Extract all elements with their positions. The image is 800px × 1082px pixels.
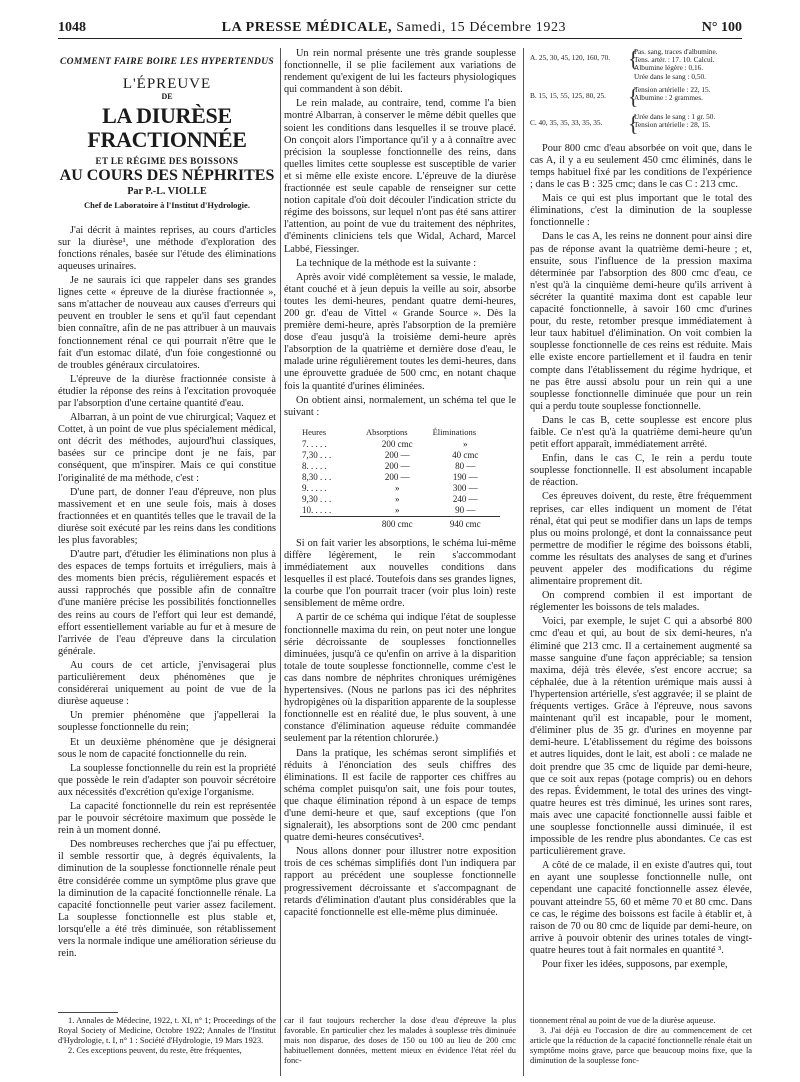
brace-icon: { bbox=[628, 83, 639, 109]
paragraph: Et un deuxième phénomène que je désignerai sous le nom de capacité fonctionnelle du rein. bbox=[58, 736, 276, 760]
table-cell: 80 — bbox=[455, 460, 476, 471]
paragraph: Mais ce qui est plus important que le total des éliminations, c'est la diminution de la souplesse fonctionnelle : bbox=[530, 193, 752, 229]
table-cell: 7. . . . . bbox=[302, 438, 327, 449]
case-note: Albumine légère : 0,16. bbox=[634, 63, 704, 73]
case-values: C. 40, 35, 35, 33, 35, 35. bbox=[530, 117, 603, 127]
case-note: Pas. sang, traces d'albumine. bbox=[634, 48, 718, 56]
column-rule bbox=[523, 48, 524, 1076]
column-2 bbox=[284, 48, 516, 1010]
case-block bbox=[530, 110, 752, 136]
paragraph: Pour 800 cmc d'eau absorbée on voit que, dans le cas A, il y a eu seulement 450 cmc éliminés, dans le temps habituel fixé par les conditions de l'expérience ; dans le cas B : 325 cmc; dans le cas C : 213 cmc. bbox=[530, 142, 752, 191]
table-total: 800 cmc bbox=[364, 516, 431, 530]
page-number: 1048 bbox=[58, 20, 86, 35]
paragraph: Au cours de cet article, j'envisagerai plus particulièrement deux phénomènes que je considérerai uniquement au point de vue de la diurèse aqueuse : bbox=[58, 659, 276, 708]
masthead bbox=[222, 20, 567, 36]
footnote-rule bbox=[58, 1012, 118, 1013]
paragraph: Un rein normal présente une très grande souplesse fonctionnelle, il se plie facilement aux variations de rendement qu'exigent de lui les facteurs physiologiques qui commandent à son débit. bbox=[284, 48, 516, 96]
table-cell: 200 — bbox=[384, 449, 410, 460]
issue-number: N° 100 bbox=[701, 20, 742, 35]
table-row bbox=[300, 472, 500, 483]
table-cell bbox=[300, 516, 364, 530]
paragraph: D'une part, de donner l'eau d'épreuve, non plus massivement et en une seule fois, mais à doses fractionnées et en quantités telles que le travail de la diurèse soit exécuté par les reins dans les conditions les plus favorables; bbox=[58, 486, 276, 546]
table-cell: » bbox=[463, 438, 468, 449]
brace-icon: { bbox=[628, 48, 639, 71]
table-cell: 9. . . . . bbox=[302, 482, 327, 493]
case-summary bbox=[530, 48, 752, 135]
table-cell: 190 — bbox=[452, 471, 478, 482]
case-values: A. 25, 30, 45, 120, 160, 70. bbox=[530, 53, 611, 62]
column-rule bbox=[280, 48, 281, 1076]
page-header bbox=[58, 14, 742, 39]
case-note: Tens. artér. : 17. 10. Calcul. bbox=[634, 55, 715, 65]
column-3 bbox=[530, 48, 752, 1010]
footnotes-col-3 bbox=[530, 1016, 752, 1066]
paragraph: La capacité fonctionnelle du rein est représentée par le pouvoir sécrétoire maximum que possède le rein à un moment donné. bbox=[58, 800, 276, 837]
absorption-table bbox=[300, 425, 500, 530]
paragraph: On comprend combien il est important de réglementer les boissons de tels malades. bbox=[530, 590, 752, 614]
table-total: 940 cmc bbox=[431, 516, 500, 530]
paragraph: A côté de ce malade, il en existe d'autres qui, tout en ayant une souplesse fonctionnelle nulle, ont cependant une capacité fonctionnelle assez élevée, pouvant atteindre 55, 60 et même 70 et 80 cmc. Dans ce cas, le régime des boissons est facile à établir et, à raison de 70 ou 80 cmc de liquide par demi-heure, on arrive à pouvoir obtenir des urines totales de vingt-quatre heures tout à fait normales en quantité ³. bbox=[530, 860, 752, 956]
paragraph: Après avoir vidé complètement sa vessie, le malade, étant couché et à jeun depuis la veille au soir, absorbe toutes les demi-heures, pendant quatre demi-heures, 200 gr. d'eau de Vittel « Grande Source ». Dès la première demi-heure, après l'absorption de la première dose d'eau jusqu'à la troisième demi-heure après l'absorption de la quatrième et dernière dose d'eau, le malade urine régulièrement toutes les demi-heures, dans une éprouvette graduée de 500 cmc, en notant chaque fois la quantité d'urines éliminées. bbox=[284, 271, 516, 392]
table-row bbox=[300, 494, 500, 505]
table-cell: » bbox=[395, 504, 400, 515]
article-subtitle: ET LE RÉGIME DES BOISSONS bbox=[95, 156, 239, 167]
table-cell: 8,30 . . . bbox=[302, 471, 332, 482]
table-cell: » bbox=[395, 493, 400, 504]
author-affiliation: Chef de Laboratoire à l'Institut d'Hydrologie. bbox=[84, 199, 250, 210]
paragraph: Albarran, à un point de vue chirurgical; Vaquez et Cottet, à un point de vue plus spécialement médical, ont décrit des méthodes, aujourd'hui classiques, basées sur ce principe dont je ne fais, par conséquent, que m'inspirer. Mais ce qui constitue l'originalité de ma méthode, c'est : bbox=[58, 412, 276, 484]
case-note: Tension artérielle : 28, 15. bbox=[634, 120, 711, 130]
paragraph: Je ne saurais ici que rappeler dans ses grandes lignes cette « épreuve de la diurèse fractionnée », sans m'attacher de nouveau aux causes d'erreurs qui peuvent en troubler le sens et qu'il faut cependant bien connaître, afin de ne pas attribuer à un mauvais fonctionnement rénal ce qui pourrait n'être que le fait d'un estomac dilaté, d'un foie congestionné ou de troubles généraux circulatoires. bbox=[58, 275, 276, 371]
paragraph: Dans le cas A, les reins ne donnent pour ainsi dire pas de réponse avant la quatrième demi-heure ; et, ensuite, sous l'influence de la pression maxima déterminée par l'absorption des 800 cmc d'eau, ce n'est qu'à la cinquième demi-heure qu'ils arrivent à sécréter la quantité maxima dont est capable leur capacité fonctionnelle, à savoir 160 cmc d'urines pour, du reste, retomber presque immédiatement à leur taux habituel d'élimination. On voit combien la souplesse fonctionnelle de ces reins est réduite. Mais elle existe encore partiellement et il faudra en tenir compte dans l'établissement du régime hydrique, et ne pas être aussi absolu pour un rein qui a une souplesse fonctionnelle diminuée que pour un rein qui a perdu toute souplesse fonctionnelle. bbox=[530, 231, 752, 412]
table-row bbox=[300, 461, 500, 472]
case-notes bbox=[634, 48, 752, 81]
paragraph: Enfin, dans le cas C, le rein a perdu toute souplesse fonctionnelle. Il est absolument incapable de réaction. bbox=[530, 453, 752, 489]
case-note: Urée dans le sang : 1 gr. 50. bbox=[634, 111, 716, 121]
table-row bbox=[300, 505, 500, 517]
table-cell: 40 cmc bbox=[452, 449, 479, 460]
table-total-row bbox=[300, 516, 500, 530]
journal-name: LA PRESSE MÉDICALE, bbox=[221, 20, 393, 35]
author-byline: Par P.-L. VIOLLE bbox=[127, 186, 207, 198]
paragraph: Dans la pratique, les schémas seront simplifiés et réduits à l'énonciation des seuls chiffres des éliminations. Il est facile de rapporter ces chiffres au schéma complet puisqu'on sait, une fois pour toutes, que chaque élimination répond à un espace de temps d'une demi-heure et que, sauf exceptions (que l'on signalerait), les absorptions sont de 200 cmc pendant quatre demi-heures consécutives². bbox=[284, 747, 516, 844]
case-block bbox=[530, 83, 752, 109]
section-title: COMMENT FAIRE BOIRE LES HYPERTENDUS bbox=[60, 57, 274, 67]
paragraph: L'épreuve de la diurèse fractionnée consiste à étudier la réponse des reins à l'excitation provoquée par l'absorption d'une certaine quantité d'eau. bbox=[58, 373, 276, 409]
case-note: Albumine : 2 grammes. bbox=[634, 93, 703, 103]
footnote: 3. J'ai déjà eu l'occasion de dire au commencement de cet article que la réduction de la capacité fonctionnelle rénale était un symptôme moins grave, parce que beaucoup moins fixe, que la diminution de la souplesse fonc- bbox=[530, 1026, 752, 1065]
case-note: Urée dans le sang : 0,50. bbox=[634, 71, 706, 81]
paragraph: D'autre part, d'étudier les éliminations non plus à des espaces de temps fortuits et irréguliers, mais à des moments bien précis, régulièrement espacés et aussi rapprochés que possible afin de connaître d'une manière précise les possibilités fonctionnelles des reins au cours de l'effort qui leur est demandé, effort essentiellement variable au fur et à mesure de l'arrivée de l'eau d'épreuve dans la circulation générale. bbox=[58, 549, 276, 657]
paragraph: On obtient ainsi, normalement, un schéma tel que le suivant : bbox=[284, 394, 516, 418]
table-cell: » bbox=[395, 482, 400, 493]
table-cell: 200 — bbox=[384, 460, 410, 471]
paragraph: J'ai décrit à maintes reprises, au cours d'articles sur la diurèse¹, une méthode d'exploration des fonctions rénales, basée sur l'étude des éliminations aqueuses urinaires. bbox=[58, 224, 276, 272]
table-header: Heures bbox=[302, 426, 327, 437]
table-row bbox=[300, 483, 500, 494]
paragraph: Nous allons donner pour illustrer notre exposition trois de ces schémas simplifiés dont l'un indiquera par rapport au précédent une souplesse fonctionnelle progressivement décroissante et s'accompagnant de retards d'élimination d'autant plus considérables que la capacité fonctionnelle est elle-même plus diminuée. bbox=[284, 846, 516, 918]
table-cell: 9,30 . . . bbox=[302, 493, 332, 504]
paragraph: Le rein malade, au contraire, tend, comme l'a bien montré Albarran, à conserver le même débit quelles que soient les conditions dans lesquelles il se trouve placé. On conçoit alors l'importance qu'il y a à connaître avec précision la souplesse fonctionnelle des reins, dans quelles limites cette souplesse est susceptible de varier et si même elle existe encore. L'épreuve de la diurèse fractionnée est seule capable de renseigner sur cette notion capitale d'où doit découler l'indication stricte du régime des boissons, sur lequel n'ont pas été sans attirer l'attention, au point de vue du traitement des néphrites, d'éminents cliniciens tels que Widal, Achard, Marcel Labbé, Fiessinger. bbox=[284, 98, 516, 255]
paragraph: A partir de ce schéma qui indique l'état de souplesse fonctionnelle maxima du rein, on peut noter une longue série décroissante de souplesses fonctionnelles diminuées, jusqu'à ce qu'enfin on arrive à la disparition totale de toute souplesse fonctionnelle, comme c'est le cas dans nombre de néphrites chroniques urémigènes hypertensives. (Nous ne parlons pas ici des néphrites hydropigènes où la disparition apparente de la souplesse fonctionnelle est en réalité due, le plus souvent, à une constance d'élimination aqueuse réduite commandée seulement par la rétention chlorurée.) bbox=[284, 612, 516, 745]
paragraph: Pour fixer les idées, supposons, par exemple, bbox=[542, 959, 728, 970]
footnotes-col-1 bbox=[58, 1016, 276, 1056]
brace-icon: { bbox=[628, 110, 639, 136]
title-line: L'ÉPREUVE bbox=[122, 76, 212, 93]
footnotes-col-2 bbox=[284, 1016, 516, 1066]
paragraph: Voici, par exemple, le sujet C qui a absorbé 800 cmc d'eau et qui, au bout de six demi-heures, n'a éliminé que 213 cmc. Il a certainement augmenté sa masse sanguine d'une façon appréciable; sa tension maxima, déjà très élevée, s'est encore accrue; sa céphalée, due à la rétention urémique mais aussi à l'hypertension artérielle, s'est aggravée; il se plaint de fréquents vertiges. Grâce à l'épreuve, nous savons maintenant qu'il est incapable, pour le moment, d'éliminer plus de 35 gr. d'urines en moyenne par demi-heure. L'établissement du régime des boissons et autres liquides, dont le lait, est aboli : ce malade ne doit prendre que 35 cmc de liquide par demi-heure, que ce soit aux repas (potage compris) ou en dehors des repas. Évidemment, le total des urines des vingt-quatre heures est très diminué, les urines sont rares, mais avec une capacité fonctionnelle aussi faible et une souplesse fonctionnelle aussi diminuée, il est impossible de les rendre plus abondantes. Ce cas est particulièrement grave. bbox=[530, 616, 752, 858]
table-header: Absorptions bbox=[366, 426, 408, 437]
table-header: Éliminations bbox=[432, 426, 477, 437]
case-notes bbox=[634, 86, 752, 108]
paragraph: La souplesse fonctionnelle du rein est la propriété que possède le rein d'adapter son pouvoir sécrétoire aux nécessités d'excrétion qu'exige l'organisme. bbox=[58, 762, 276, 798]
table-cell: 240 — bbox=[452, 493, 478, 504]
case-notes bbox=[634, 113, 752, 135]
table-cell: 300 — bbox=[452, 482, 478, 493]
table-cell: 200 cmc bbox=[381, 438, 413, 449]
paragraph: Des nombreuses recherches que j'ai pu effectuer, il semble ressortir que, à degrés équivalents, la diminution de la souplesse fonctionnelle rénale peut être considérée comme un symptôme plus grave que la diminution de la capacité fonctionnelle rénale. La capacité fonctionnelle peut varier assez facilement. La souplesse fonctionnelle est plus stable et, lorsqu'elle a été très diminuée, son rétablissement vers la normale indique une amélioration sérieuse du rein. bbox=[58, 839, 276, 960]
footnote: 2. Ces exceptions peuvent, du reste, être fréquentes, bbox=[68, 1046, 242, 1055]
paragraph: La technique de la méthode est la suivante : bbox=[296, 257, 477, 269]
footnote: tionnement rénal au point de vue de la diurèse aqueuse. bbox=[530, 1016, 716, 1025]
title-connector: DE bbox=[161, 92, 173, 102]
table-cell: 10. . . . . bbox=[302, 504, 332, 515]
footnote: car il faut toujours rechercher la dose d'eau d'épreuve la plus favorable. En particulier chez les malades à souplesse très diminuée mais non disparue, des doses de 150 ou 100 au lieu de 200 cmc habituellement données, mettent mieux en évidence l'état réel du fonc- bbox=[284, 1016, 516, 1065]
table-cell: 200 — bbox=[384, 471, 410, 482]
paragraph: Si on fait varier les absorptions, le schéma lui-même diffère légèrement, le rein s'accommodant immédiatement aux nouvelles conditions dans lesquelles il est placé. Toutefois dans ses grandes lignes, la courbe que l'on pourrait tracer (voir plus loin) reste sensiblement de même ordre. bbox=[284, 537, 516, 610]
issue-date: Samedi, 15 Décembre 1923 bbox=[396, 20, 567, 35]
article-title: LA DIURÈSE FRACTIONNÉE bbox=[87, 103, 247, 153]
footnote: 1. Annales de Médecine, 1922, t. XI, n° 1; Proceedings of the Royal Society of Medicine, Octobre 1922; Annales de l'Institut d'Hydrologie, t. I, n° 1 : Société d'Hydrologie, 19 Mars 1923. bbox=[58, 1016, 276, 1045]
table-cell: 90 — bbox=[455, 504, 476, 515]
table-cell: 7,30 . . . bbox=[302, 449, 332, 460]
case-block bbox=[530, 48, 752, 81]
paragraph: Dans le cas B, cette souplesse est encore plus faible. Ce n'est qu'à la quatrième demi-heure qu'un petit effort apparaît, immédiatement arrêté. bbox=[530, 414, 752, 451]
table-cell: 8. . . . . bbox=[302, 460, 327, 471]
table-row bbox=[300, 439, 500, 450]
case-note: Tension artérielle : 22, 15. bbox=[634, 84, 711, 94]
article-title-2: AU COURS DES NÉPHRITES bbox=[59, 167, 275, 185]
table-row bbox=[300, 450, 500, 461]
paragraph: Un premier phénomène que j'appellerai la souplesse fonctionnelle du rein; bbox=[58, 710, 276, 734]
paragraph: Ces épreuves doivent, du reste, être fréquemment reprises, car elles indiquent un moment de l'état rénal, état qui peut se modifier dans un laps de temps plus ou moins prolongé, et dont la connaissance peut permettre de modifier le régime des boissons établi, comme les résultats des analyses de sang et d'urines peuvent appeler des modifications du régime alimentaire proprement dit. bbox=[530, 491, 752, 588]
case-values: B. 15, 15, 55, 125, 80, 25. bbox=[530, 90, 607, 100]
column-1 bbox=[58, 48, 276, 1010]
